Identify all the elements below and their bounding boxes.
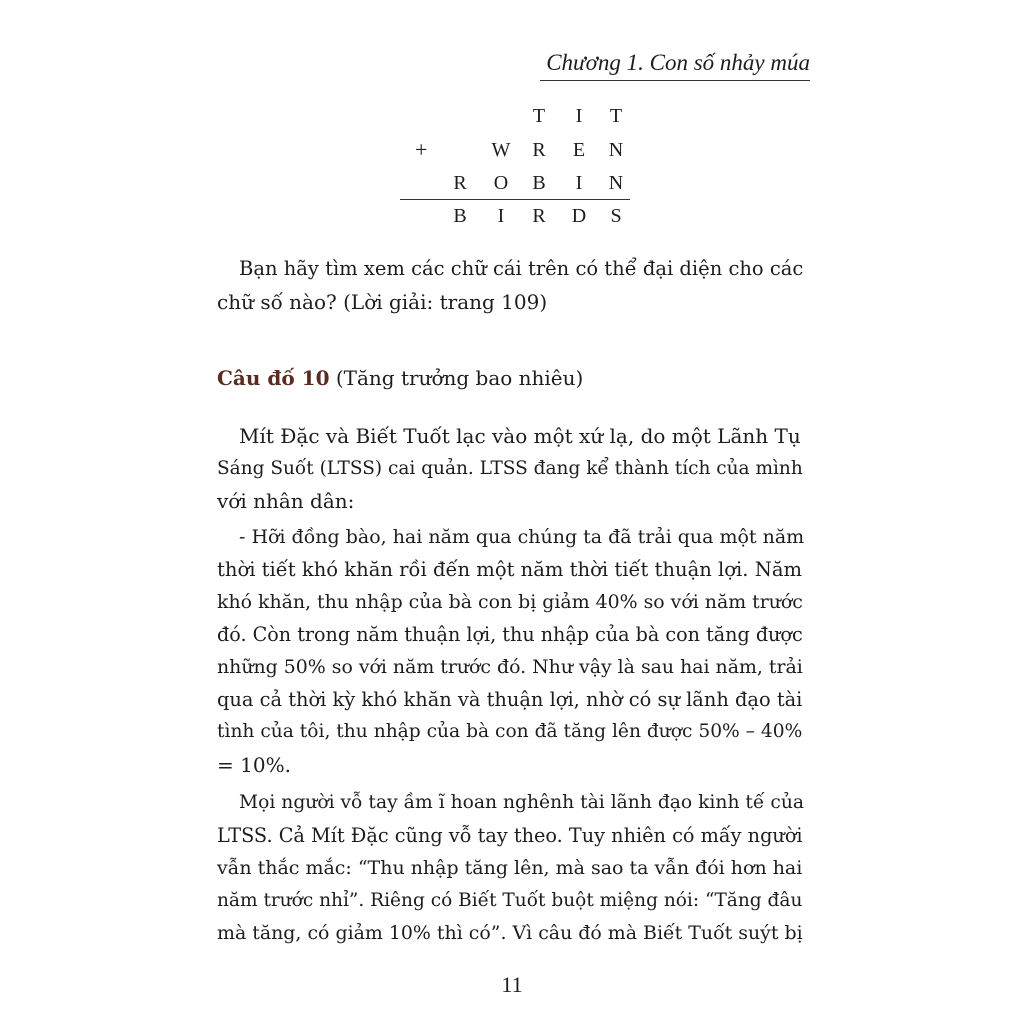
text-line: Bạn hãy tìm xem các chữ cái trên có thể đại diện cho các	[239, 257, 804, 280]
puzzle-subtitle: (Tăng trưởng bao nhiêu)	[335, 366, 584, 390]
result-letter: D	[571, 205, 587, 227]
puzzle-number-label: Câu đố 10	[217, 366, 330, 390]
text-line: - Hỡi đồng bào, hai năm qua chúng ta đã trải qua một năm	[239, 526, 805, 548]
paragraph-reaction	[217, 787, 809, 950]
text-line: chữ số nào? (Lời giải: trang 109)	[217, 289, 548, 314]
puzzle-letter: N	[608, 172, 624, 194]
text-line: năm trước nhỉ”. Riêng có Biết Tuốt buột miệng nói: “Tăng đâu	[217, 889, 803, 911]
text-line: đó. Còn trong năm thuận lợi, thu nhập của bà con tăng được	[217, 622, 803, 646]
puzzle-heading	[217, 366, 583, 390]
text-line: Mít Đặc và Biết Tuốt lạc vào một xứ lạ, do một Lãnh Tụ	[239, 424, 801, 448]
text-line: khó khăn, thu nhập của bà con bị giảm 40% so với năm trước	[217, 591, 803, 613]
paragraph-intro	[217, 420, 809, 518]
running-header: Chương 1. Con số nhảy múa	[540, 50, 810, 81]
text-line: thời tiết khó khăn rồi đến một năm thời tiết thuận lợi. Năm	[217, 557, 803, 581]
text-line: LTSS. Cả Mít Đặc cũng vỗ tay theo. Tuy nhiên có mấy người	[217, 823, 803, 847]
puzzle-letter: R	[453, 172, 467, 194]
text-line: Mọi người vỗ tay ầm ĩ hoan nghênh tài lãnh đạo kinh tế của	[239, 792, 805, 813]
paragraph-speech	[217, 521, 809, 781]
puzzle-letter: I	[575, 105, 583, 127]
sum-line	[400, 199, 630, 200]
text-line: những 50% so với năm trước đó. Như vậy là sau hai năm, trải	[217, 656, 803, 678]
puzzle-letter: R	[532, 139, 546, 161]
cryptarithm-puzzle	[400, 103, 630, 233]
result-letter: S	[610, 205, 622, 227]
text-line: = 10%.	[217, 752, 291, 777]
puzzle-letter: O	[493, 172, 509, 194]
result-letter: B	[453, 205, 467, 227]
plus-sign: +	[415, 137, 428, 162]
text-line: mà tăng, có giảm 10% thì có”. Vì câu đó mà Biết Tuốt suýt bị	[217, 922, 803, 944]
puzzle-letter: T	[609, 105, 623, 127]
puzzle-letter: T	[532, 105, 546, 127]
text-line: tình của tôi, thu nhập của bà con đã tăng lên được 50% – 40%	[217, 721, 803, 742]
puzzle-letter: E	[572, 139, 586, 161]
text-line: qua cả thời kỳ khó khăn và thuận lợi, nhờ có sự lãnh đạo tài	[217, 687, 803, 711]
puzzle-letter: W	[491, 139, 511, 161]
text-line: vẫn thắc mắc: “Thu nhập tăng lên, mà sao ta vẫn đói hơn hai	[217, 857, 803, 879]
result-letter: R	[532, 205, 546, 227]
text-line: với nhân dân:	[217, 489, 355, 513]
puzzle-letter: I	[575, 172, 583, 194]
puzzle-letter: N	[608, 139, 624, 161]
page-number: 11	[501, 972, 523, 997]
question-paragraph	[217, 253, 809, 318]
result-letter: I	[497, 205, 505, 227]
puzzle-letter: B	[532, 172, 546, 194]
text-line: Sáng Suốt (LTSS) cai quản. LTSS đang kể thành tích của mình	[217, 457, 803, 479]
